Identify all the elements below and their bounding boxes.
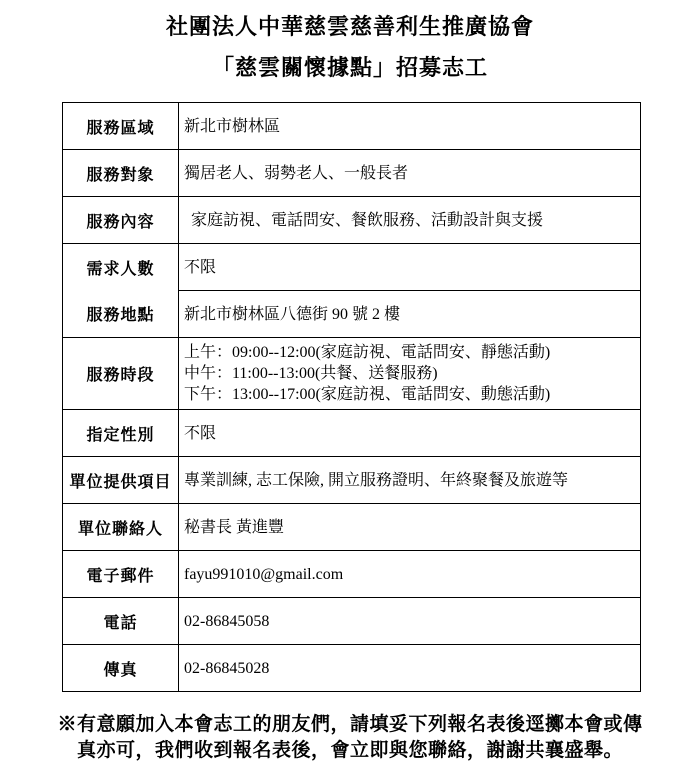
row-value-line: 下午：13:00--17:00(家庭訪視、電話問安、動態活動) xyxy=(184,386,551,403)
row-value-line: 02-86845058 xyxy=(184,612,270,630)
table-row xyxy=(63,410,641,457)
row-value-line: 中午：11:00--13:00(共餐、送餐服務) xyxy=(184,365,438,382)
row-value xyxy=(179,645,641,692)
table-row xyxy=(63,551,641,598)
row-label: 電子郵件 xyxy=(63,551,179,598)
row-value-line: 專業訓練, 志工保險, 開立服務證明、年終聚餐及旅遊等 xyxy=(184,471,569,489)
row-value xyxy=(179,244,641,291)
row-value-line: 02-86845028 xyxy=(184,659,270,677)
row-label: 服務內容 xyxy=(63,197,179,244)
table-row xyxy=(63,457,641,504)
document-header xyxy=(0,0,700,88)
row-label: 服務時段 xyxy=(63,338,179,410)
row-value xyxy=(179,551,641,598)
document-subtitle: 「慈雲關懷據點」招募志工 xyxy=(211,55,488,80)
table-row xyxy=(63,504,641,551)
row-value-line: 秘書長 黃進豐 xyxy=(184,518,285,536)
row-label: 單位提供項目 xyxy=(63,457,179,504)
row-label: 服務對象 xyxy=(63,150,179,197)
row-value-line: 新北市樹林區八德街 90 號 2 樓 xyxy=(184,305,401,323)
row-value xyxy=(179,410,641,457)
row-label: 單位聯絡人 xyxy=(63,504,179,551)
row-label: 傳真 xyxy=(63,645,179,692)
footer-note: ※有意願加入本會志工的朋友們，請填妥下列報名表後逕擲本會或傳真亦可，我們收到報名表後，會立即與您聯絡，謝謝共襄盛舉。 xyxy=(57,714,643,761)
recruitment-info-table xyxy=(62,102,641,692)
row-value xyxy=(179,103,641,150)
table-row xyxy=(63,598,641,645)
table-row xyxy=(63,244,641,291)
row-label: 指定性別 xyxy=(63,410,179,457)
row-value xyxy=(179,291,641,338)
row-value xyxy=(179,598,641,645)
row-value-line: 新北市樹林區 xyxy=(184,117,281,135)
table-row xyxy=(63,197,641,244)
row-value xyxy=(179,504,641,551)
document-title: 社團法人中華慈雲慈善利生推廣協會 xyxy=(165,14,534,39)
row-value xyxy=(179,338,641,410)
row-value xyxy=(179,150,641,197)
row-label: 服務地點 xyxy=(63,291,179,338)
row-value xyxy=(179,197,641,244)
row-value-line: 不限 xyxy=(184,258,217,276)
row-value-line: 獨居老人、弱勢老人、一般長者 xyxy=(184,164,409,182)
row-value xyxy=(179,457,641,504)
row-value-line: 家庭訪視、電話問安、餐飲服務、活動設計與支援 xyxy=(191,211,544,229)
row-label: 需求人數 xyxy=(63,244,179,291)
table-row xyxy=(63,645,641,692)
table-row xyxy=(63,338,641,410)
row-value-line: 不限 xyxy=(184,424,217,442)
table-row xyxy=(63,150,641,197)
row-value-line: fayu991010@gmail.com xyxy=(184,565,344,583)
row-label: 電話 xyxy=(63,598,179,645)
table-row xyxy=(63,291,641,338)
row-value-line: 上午：09:00--12:00(家庭訪視、電話問安、靜態活動) xyxy=(184,344,551,361)
table-row xyxy=(63,103,641,150)
row-label: 服務區域 xyxy=(63,103,179,150)
